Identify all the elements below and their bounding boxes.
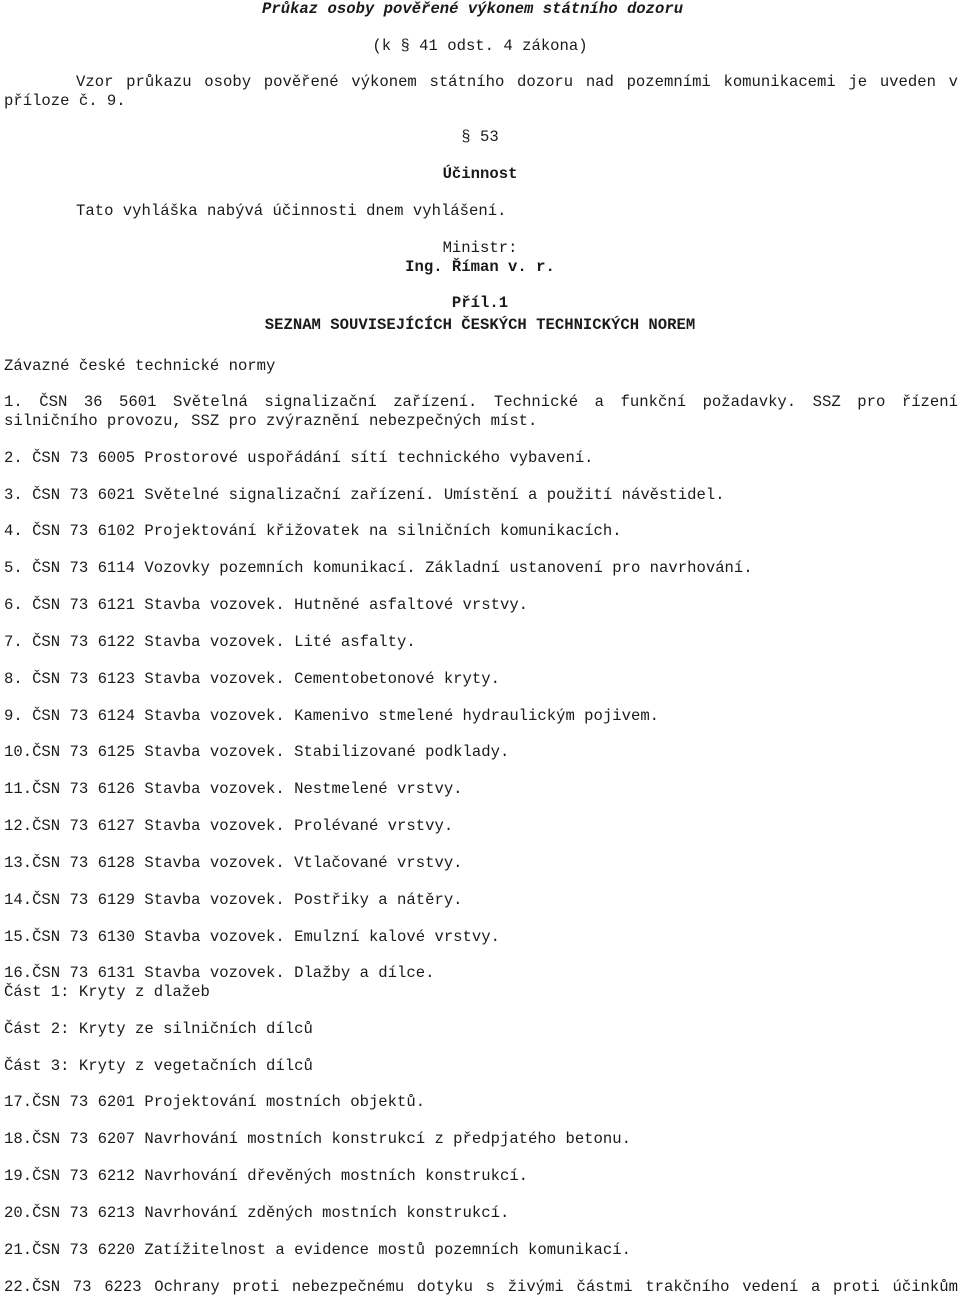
list-item: 11.ČSN 73 6126 Stavba vozovek. Nestmelené vrstvy.	[4, 780, 463, 798]
list-item: 19.ČSN 73 6212 Navrhování dřevěných mostních konstrukcí.	[4, 1167, 529, 1185]
list-item: 16.ČSN 73 6131 Stavba vozovek. Dlažby a dílce.	[4, 964, 435, 982]
list-heading: Závazné české technické normy	[4, 357, 276, 375]
list-item: 10.ČSN 73 6125 Stavba vozovek. Stabilizované podklady.	[4, 743, 510, 761]
list-item: 21.ČSN 73 6220 Zatížitelnost a evidence mostů pozemních komunikací.	[4, 1241, 631, 1259]
list-item: 15.ČSN 73 6130 Stavba vozovek. Emulzní kalové vrstvy.	[4, 928, 500, 946]
annex-title: SEZNAM SOUVISEJÍCÍCH ČESKÝCH TECHNICKÝCH NOREM	[264, 316, 696, 334]
document-title: Průkaz osoby pověřené výkonem státního dozoru	[262, 0, 684, 18]
list-item: 13.ČSN 73 6128 Stavba vozovek. Vtlačované vrstvy.	[4, 854, 463, 872]
list-item: 17.ČSN 73 6201 Projektování mostních objektů.	[4, 1093, 426, 1111]
list-item: 2. ČSN 73 6005 Prostorové uspořádání sítí technického vybavení.	[4, 449, 594, 467]
list-item: 22.ČSN 73 6223 Ochrany proti nebezpečnému dotyku s živými částmi trakčního vedení a proti účinkům	[4, 1278, 958, 1296]
minister-label: Ministr:	[442, 239, 518, 257]
list-item: 18.ČSN 73 6207 Navrhování mostních konstrukcí z předpjatého betonu.	[4, 1130, 631, 1148]
list-item: 14.ČSN 73 6129 Stavba vozovek. Postřiky a nátěry.	[4, 891, 463, 909]
list-item-1-line-1: 1. ČSN 36 5601 Světelná signalizační zařízení. Technické a funkční požadavky. SSZ pro řízení	[4, 393, 958, 411]
list-item: 4. ČSN 73 6102 Projektování křižovatek na silničních komunikacích.	[4, 522, 622, 540]
list-item-1-line-2: silničního provozu, SSZ pro zvýraznění nebezpečných míst.	[4, 412, 538, 430]
list-item: 3. ČSN 73 6021 Světelné signalizační zařízení. Umístění a použití návěstidel.	[4, 486, 725, 504]
minister-name: Ing. Říman v. r.	[405, 258, 555, 276]
intro-line-2: příloze č. 9.	[4, 92, 126, 110]
title-reference: (k § 41 odst. 4 zákona)	[372, 37, 588, 55]
intro-line-1: Vzor průkazu osoby pověřené výkonem státního dozoru nad pozemními komunikacemi je uveden v	[76, 73, 958, 91]
list-item: 8. ČSN 73 6123 Stavba vozovek. Cementobetonové kryty.	[4, 670, 500, 688]
section-number: § 53	[461, 128, 499, 146]
list-item: 5. ČSN 73 6114 Vozovky pozemních komunikací. Základní ustanovení pro navrhování.	[4, 559, 753, 577]
part-item: Část 3: Kryty z vegetačních dílců	[4, 1057, 313, 1075]
part-item: Část 1: Kryty z dlažeb	[4, 983, 210, 1001]
list-item: 12.ČSN 73 6127 Stavba vozovek. Prolévané vrstvy.	[4, 817, 454, 835]
effect-text: Tato vyhláška nabývá účinnosti dnem vyhlášení.	[76, 202, 507, 220]
part-item: Část 2: Kryty ze silničních dílců	[4, 1020, 313, 1038]
list-item: 7. ČSN 73 6122 Stavba vozovek. Lité asfalty.	[4, 633, 416, 651]
list-item: 20.ČSN 73 6213 Navrhování zděných mostních konstrukcí.	[4, 1204, 510, 1222]
list-item: 9. ČSN 73 6124 Stavba vozovek. Kamenivo stmelené hydraulickým pojivem.	[4, 707, 660, 725]
annex-label: Příl.1	[451, 294, 509, 312]
list-item: 6. ČSN 73 6121 Stavba vozovek. Hutněné asfaltové vrstvy.	[4, 596, 529, 614]
section-title: Účinnost	[442, 165, 518, 183]
